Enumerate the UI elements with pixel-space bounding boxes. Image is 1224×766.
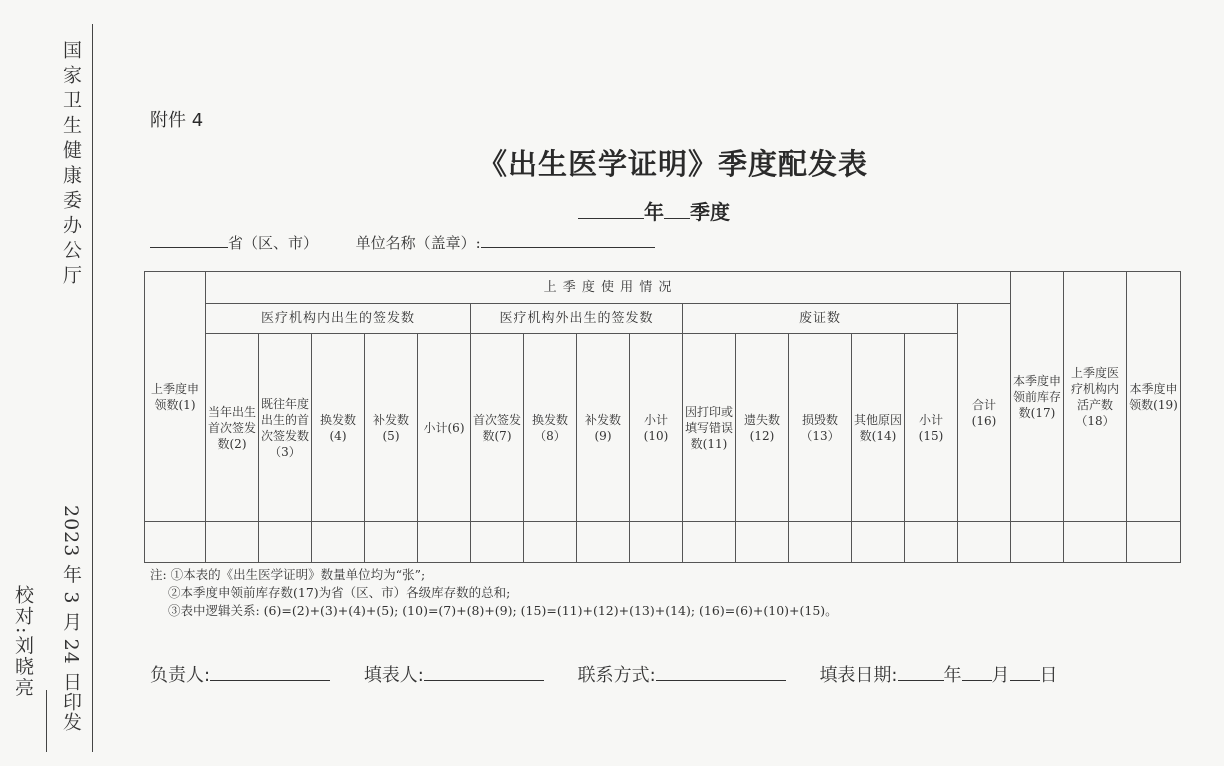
notes (150, 566, 838, 620)
cell-9[interactable] (577, 522, 630, 563)
header-c8: 换发数（8） (524, 334, 577, 522)
header-c1: 上季度申领数(1) (145, 272, 206, 522)
note-2: ②本季度申领前库存数(17)为省（区、市）各级库存数的总和; (168, 585, 511, 600)
quarter-blank[interactable] (664, 218, 690, 219)
header-c9: 补发数(9) (577, 334, 630, 522)
header-c12: 遗失数(12) (736, 334, 789, 522)
attachment-label: 附件 4 (150, 110, 204, 131)
contact-blank[interactable] (656, 680, 786, 681)
province-blank[interactable] (150, 247, 228, 248)
date-day-blank[interactable] (1010, 680, 1040, 681)
unit-blank[interactable] (481, 247, 655, 248)
form-title: 《出生医学证明》季度配发表 (478, 147, 869, 181)
signoff-row (150, 661, 1150, 687)
unit-line (150, 232, 655, 253)
date-month-blank[interactable] (962, 680, 992, 681)
header-c14: 其他原因数(14) (852, 334, 905, 522)
distribution-table (144, 271, 1181, 563)
cell-14[interactable] (852, 522, 905, 563)
cell-12[interactable] (736, 522, 789, 563)
unit-label: 单位名称（盖章）: (355, 234, 481, 252)
year-blank[interactable] (578, 218, 644, 219)
date-day-label: 日 (1039, 665, 1058, 686)
date-year-label: 年 (943, 665, 962, 686)
margin-rule (92, 24, 93, 752)
note-1: 注: ①本表的《出生医学证明》数量单位均为“张”; (150, 567, 426, 582)
header-c11: 因打印或填写错误数(11) (683, 334, 736, 522)
header-c10: 小计(10) (630, 334, 683, 522)
header-c17: 本季度申领前库存数(17) (1011, 272, 1064, 522)
header-c3: 既往年度出生的首次签发数（3） (259, 334, 312, 522)
province-label: 省（区、市） (228, 234, 319, 252)
header-c16: 合计(16) (958, 304, 1011, 522)
cell-5[interactable] (365, 522, 418, 563)
date-month-label: 月 (991, 665, 1010, 686)
cell-19[interactable] (1127, 522, 1181, 563)
proofreader: 校对:刘晓亮 (12, 585, 34, 699)
date-label: 填表日期: (819, 665, 898, 686)
header-c2: 当年出生首次签发数(2) (206, 334, 259, 522)
year-label: 年 (644, 200, 664, 224)
cell-15[interactable] (905, 522, 958, 563)
header-c5: 补发数(5) (365, 334, 418, 522)
group-last-quarter: 上 季 度 使 用 情 况 (206, 272, 1011, 304)
print-date: 2023 年 3 月 24 日印发 (60, 505, 82, 732)
period-line (578, 196, 730, 225)
cell-8[interactable] (524, 522, 577, 563)
filler-label: 填表人: (363, 665, 424, 686)
date-year-blank[interactable] (898, 680, 944, 681)
contact-label: 联系方式: (577, 665, 656, 686)
cell-16[interactable] (958, 522, 1011, 563)
cell-17[interactable] (1011, 522, 1064, 563)
cell-2[interactable] (206, 522, 259, 563)
leader-blank[interactable] (210, 680, 330, 681)
cell-10[interactable] (630, 522, 683, 563)
issuing-office: 国家卫生健康委办公厅 (60, 40, 82, 290)
group-void: 废证数 (683, 304, 958, 334)
header-c4: 换发数(4) (312, 334, 365, 522)
cell-7[interactable] (471, 522, 524, 563)
leader-label: 负责人: (150, 665, 211, 686)
cell-3[interactable] (259, 522, 312, 563)
cell-18[interactable] (1064, 522, 1127, 563)
filler-blank[interactable] (424, 680, 544, 681)
quarter-label: 季度 (690, 200, 730, 224)
header-c18: 上季度医疗机构内活产数（18） (1064, 272, 1127, 522)
header-c13: 损毁数（13） (789, 334, 852, 522)
header-c19: 本季度申领数(19) (1127, 272, 1181, 522)
header-c6: 小计(6) (418, 334, 471, 522)
margin-rule-short (46, 690, 47, 752)
cell-6[interactable] (418, 522, 471, 563)
cell-1[interactable] (145, 522, 206, 563)
cell-11[interactable] (683, 522, 736, 563)
cell-13[interactable] (789, 522, 852, 563)
cell-4[interactable] (312, 522, 365, 563)
note-3: ③表中逻辑关系: (6)=(2)+(3)+(4)+(5); (10)=(7)+(8)+(9); (15)=(11)+(12)+(13)+(14); (16)=(6)+(10)+(15)。 (168, 603, 838, 618)
group-inside: 医疗机构内出生的签发数 (206, 304, 471, 334)
table-row (145, 522, 1181, 563)
header-c7: 首次签发数(7) (471, 334, 524, 522)
group-outside: 医疗机构外出生的签发数 (471, 304, 683, 334)
header-c15: 小计(15) (905, 334, 958, 522)
